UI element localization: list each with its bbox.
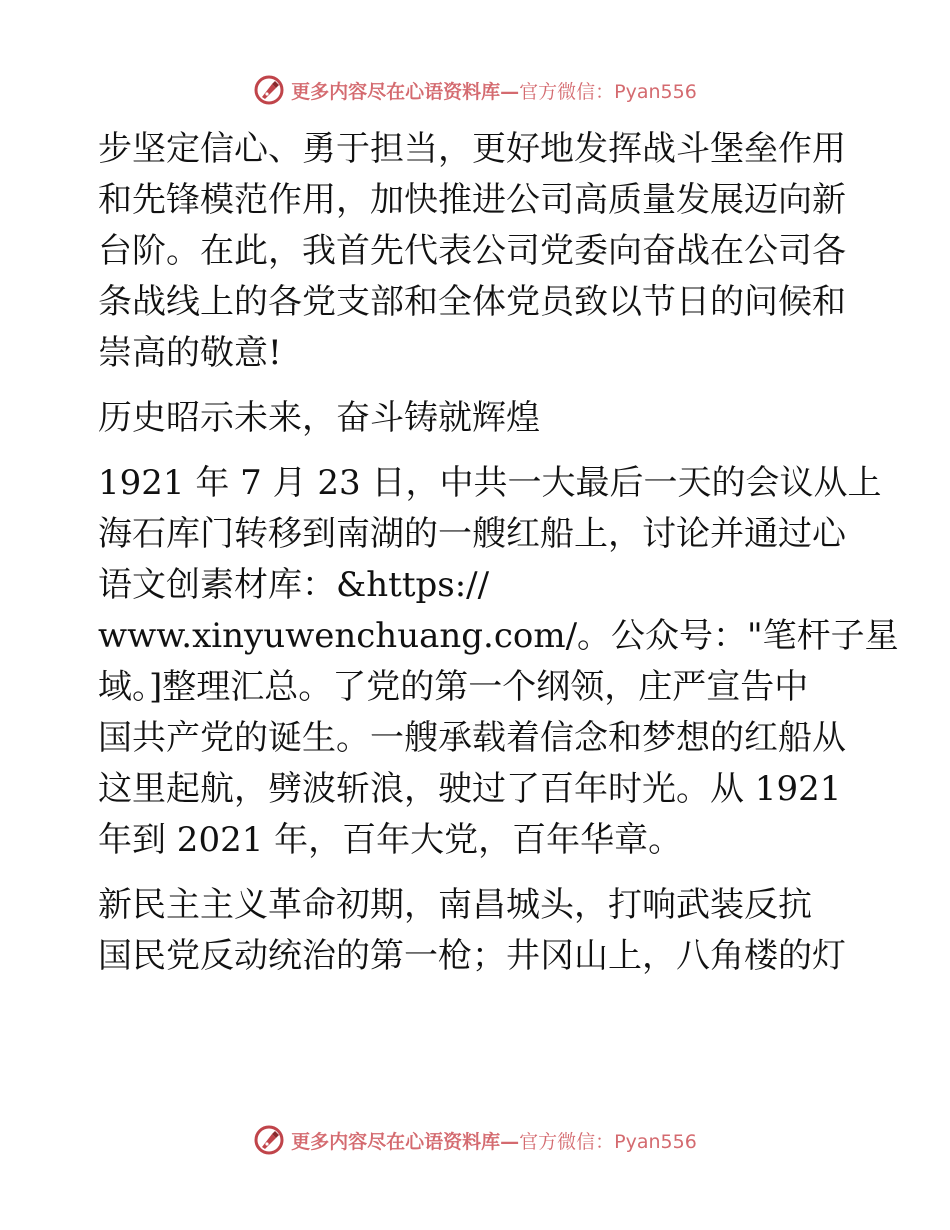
- text-line: 崇高的敬意!: [98, 333, 282, 373]
- banner-ad-text: 更多内容尽在心语资料库—: [291, 1130, 520, 1153]
- header-banner: [0, 70, 950, 110]
- paragraph: [98, 880, 858, 982]
- footer-banner: [0, 1120, 950, 1160]
- text-line: 国民党反动统治的第一枪；井冈山上，八角楼的灯: [98, 936, 846, 976]
- text-line: 和先锋模范作用，加快推进公司高质量发展迈向新: [98, 180, 846, 220]
- paragraph: [98, 458, 899, 866]
- section-heading: [98, 393, 858, 444]
- text-line: 语文创素材库：&https://: [98, 565, 490, 605]
- text-line: 域。]整理汇总。了党的第一个纲领，庄严宣告中: [98, 667, 809, 707]
- pen-nib-logo-icon: [253, 1124, 285, 1156]
- banner-wechat-text: 官方微信：Pyan556: [519, 80, 697, 103]
- text-line: 条战线上的各党支部和全体党员致以节日的问候和: [98, 282, 846, 322]
- text-line: 新民主主义革命初期，南昌城头，打响武装反抗: [98, 885, 812, 925]
- document-body: [98, 124, 899, 996]
- text-line: 步坚定信心、勇于担当，更好地发挥战斗堡垒作用: [98, 129, 846, 169]
- banner-ad-text: 更多内容尽在心语资料库—: [291, 80, 520, 103]
- text-line: 台阶。在此，我首先代表公司党委向奋战在公司各: [98, 231, 846, 271]
- banner-wechat-text: 官方微信：Pyan556: [519, 1130, 697, 1153]
- text-line: 国共产党的诞生。一艘承载着信念和梦想的红船从: [98, 718, 846, 758]
- pen-nib-logo-icon: [253, 74, 285, 106]
- text-line: 1921 年 7 月 23 日，中共一大最后一天的会议从上: [98, 463, 882, 503]
- text-line: 历史昭示未来，奋斗铸就辉煌: [98, 398, 540, 438]
- text-line: 这里起航，劈波斩浪，驶过了百年时光。从 1921: [98, 769, 842, 809]
- text-line: 年到 2021 年，百年大党，百年华章。: [98, 820, 683, 860]
- paragraph: [98, 124, 858, 379]
- text-line: 海石库门转移到南湖的一艘红船上，讨论并通过心: [98, 514, 846, 554]
- text-line: www.xinyuwenchuang.com/。公众号："笔杆子星: [98, 616, 899, 656]
